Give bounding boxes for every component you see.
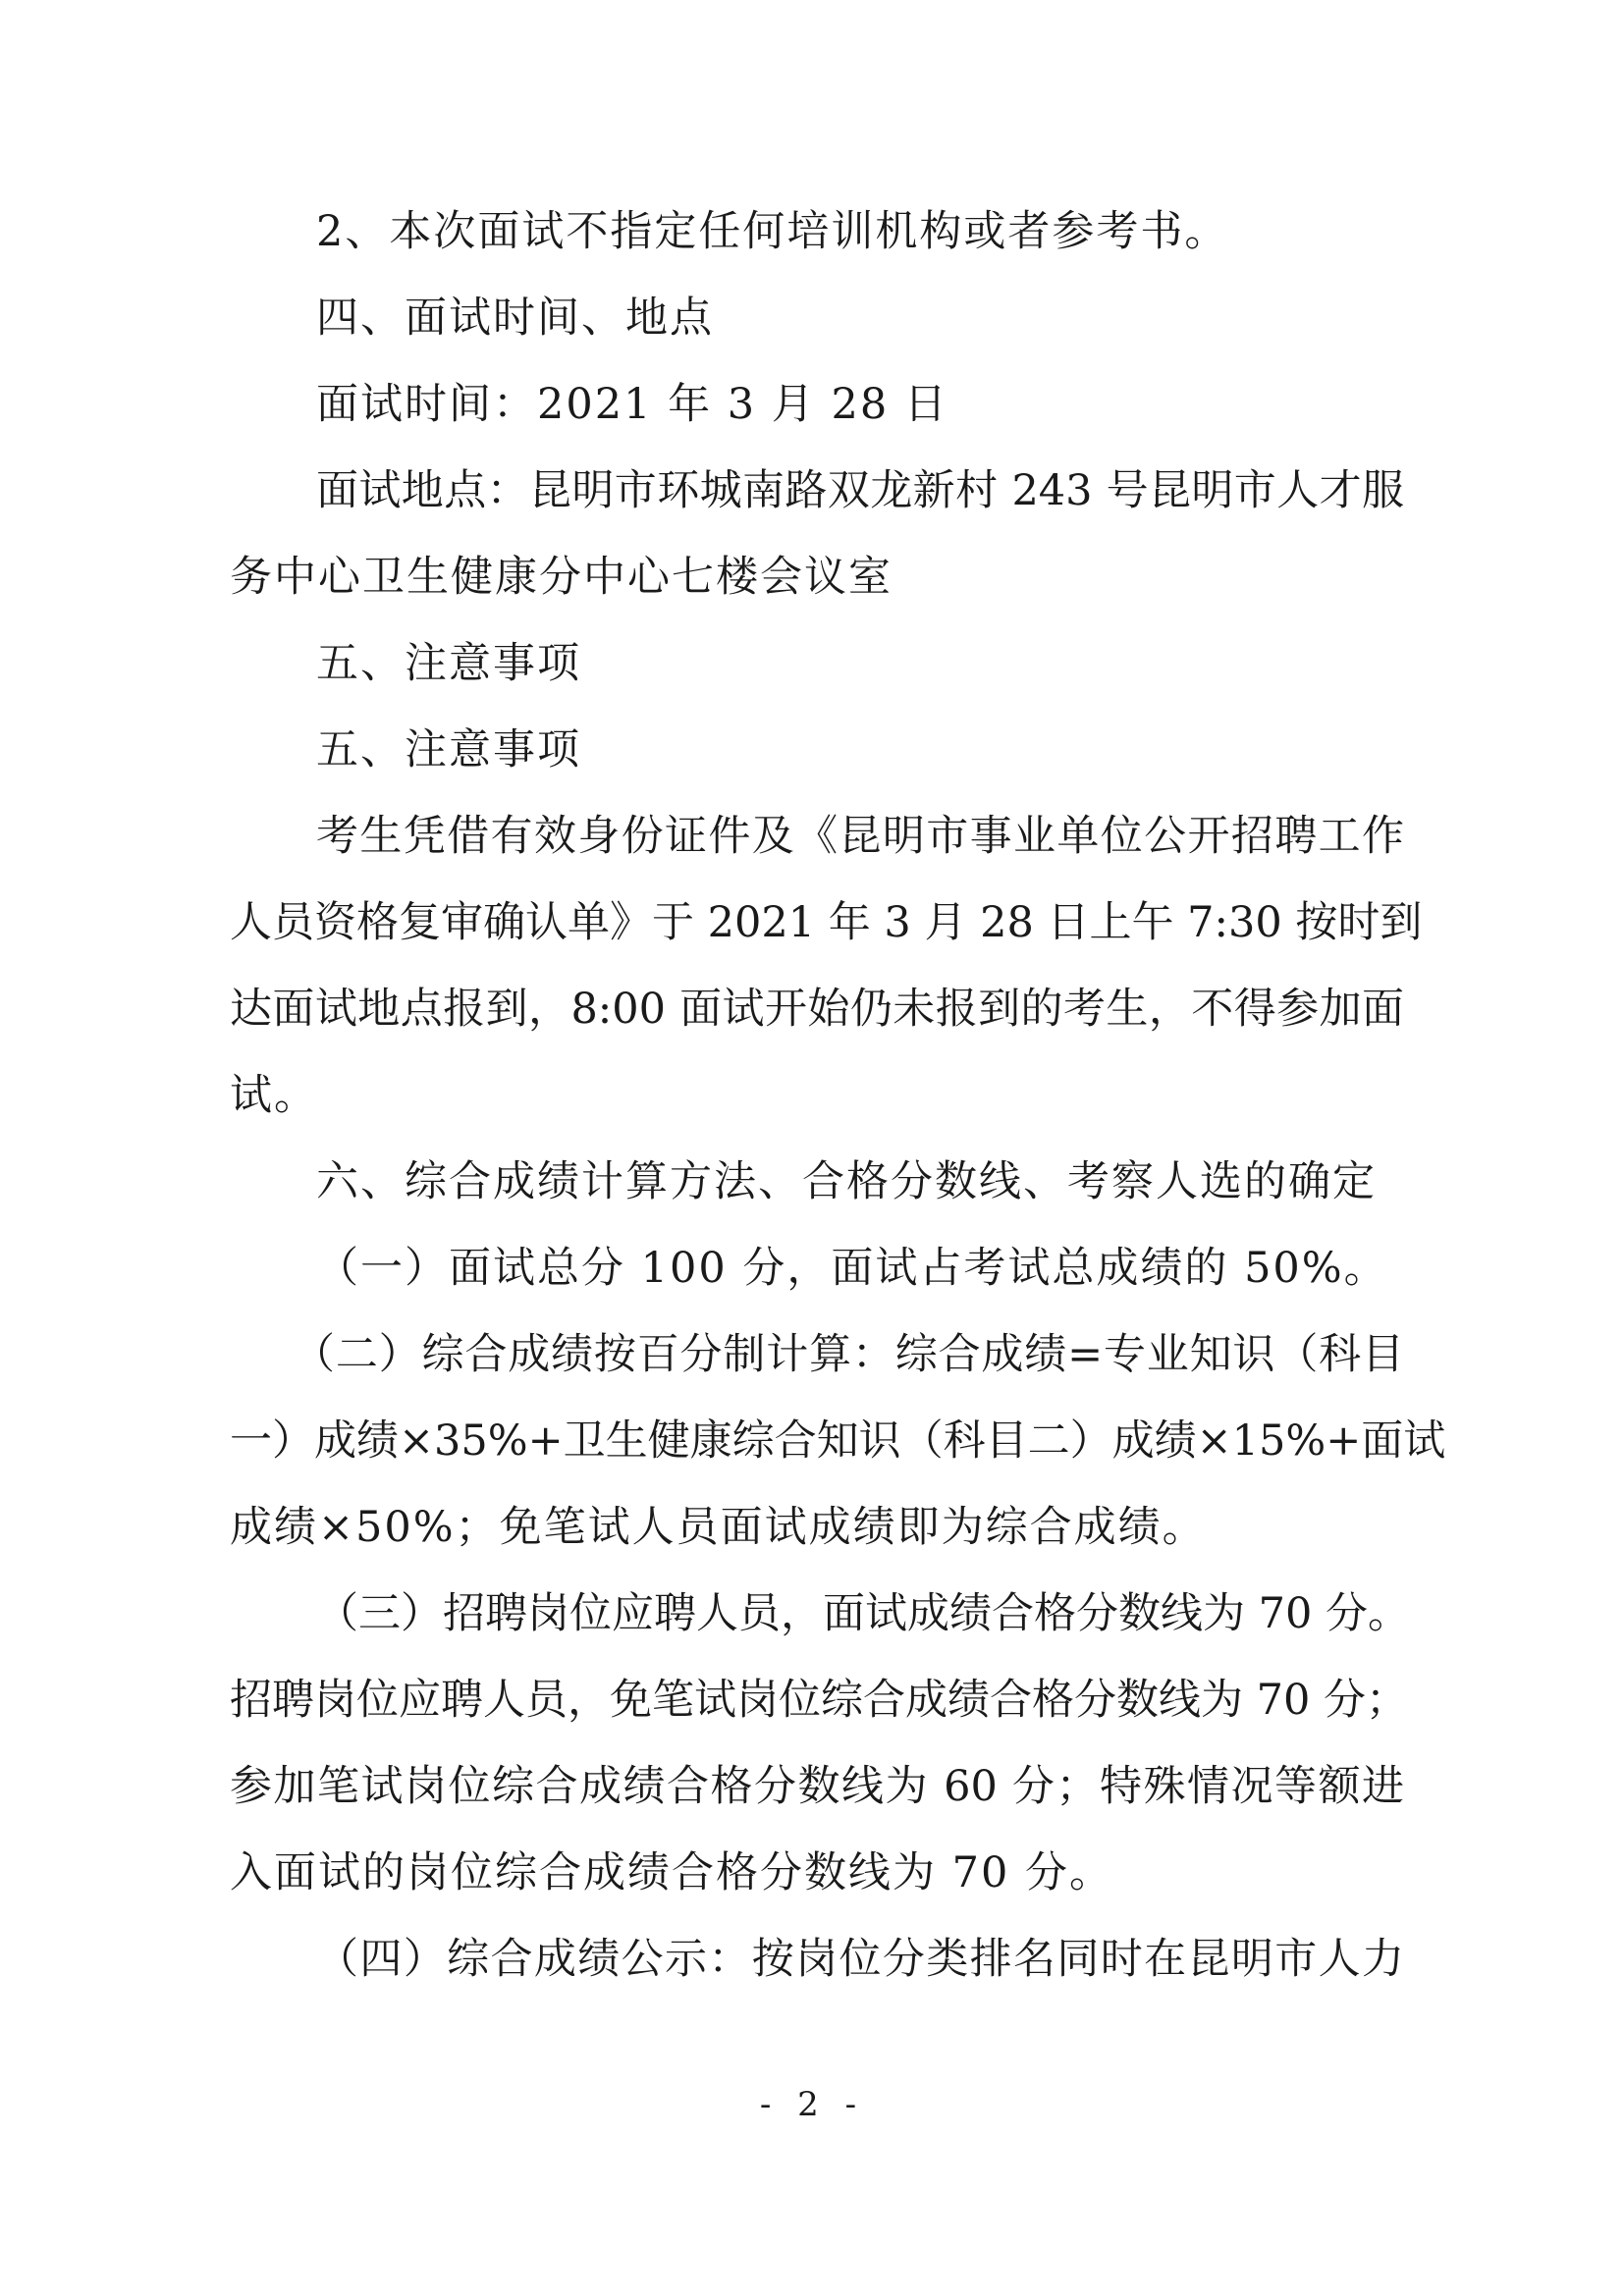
paragraph-line: 人员资格复审确认单》于 2021 年 3 月 28 日上午 7:30 按时到 <box>230 898 1423 947</box>
paragraph-line: 2、本次面试不指定任何培训机构或者参考书。 <box>316 207 1229 256</box>
paragraph-line: （三）招聘岗位应聘人员，面试成绩合格分数线为 70 分。 <box>316 1589 1411 1638</box>
paragraph-line: 面试时间：2021 年 3 月 28 日 <box>316 380 948 429</box>
paragraph-line: 务中心卫生健康分中心七楼会议室 <box>230 553 893 602</box>
paragraph-line: （二）综合成绩按百分制计算：综合成绩=专业知识（科目 <box>293 1330 1404 1379</box>
paragraph-line: 招聘岗位应聘人员，免笔试岗位综合成绩合格分数线为 70 分； <box>230 1676 1409 1725</box>
paragraph-line: （四）综合成绩公示：按岗位分类排名同时在昆明市人力 <box>316 1935 1404 1984</box>
paragraph-line: 入面试的岗位综合成绩合格分数线为 70 分。 <box>230 1848 1114 1897</box>
paragraph-line: 成绩×50%；免笔试人员面试成绩即为综合成绩。 <box>230 1503 1207 1552</box>
section-heading: 五、注意事项 <box>316 725 581 774</box>
paragraph-line: 达面试地点报到，8:00 面试开始仍未报到的考生，不得参加面 <box>230 985 1404 1034</box>
paragraph-line: （一）面试总分 100 分，面试占考试总成绩的 50%。 <box>316 1244 1388 1293</box>
section-heading: 六、综合成绩计算方法、合格分数线、考察人选的确定 <box>316 1157 1377 1206</box>
paragraph-line: 面试地点：昆明市环城南路双龙新村 243 号昆明市人才服 <box>316 466 1404 515</box>
section-heading: 五、注意事项 <box>316 639 581 688</box>
page-number: - 2 - <box>759 2085 865 2124</box>
paragraph-line: 试。 <box>230 1071 318 1120</box>
paragraph-line: 参加笔试岗位综合成绩合格分数线为 60 分；特殊情况等额进 <box>230 1762 1404 1811</box>
paragraph-line: 一）成绩×35%+卫生健康综合知识（科目二）成绩×15%+面试 <box>230 1416 1446 1466</box>
paragraph-line: 考生凭借有效身份证件及《昆明市事业单位公开招聘工作 <box>316 812 1404 861</box>
section-heading: 四、面试时间、地点 <box>316 294 714 343</box>
